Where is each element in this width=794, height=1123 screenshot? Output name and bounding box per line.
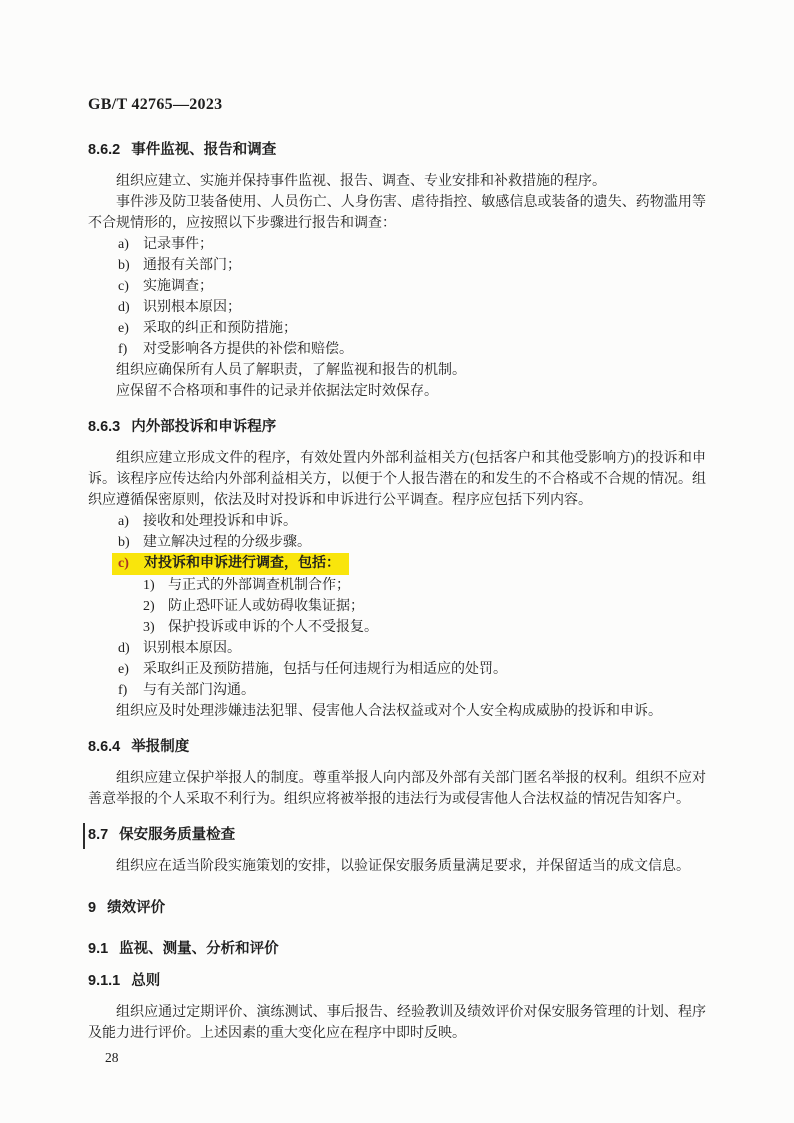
change-bar — [83, 823, 85, 849]
clause-heading-9-1-1 — [88, 971, 706, 991]
clause-title: 保安服务质量检查 — [119, 827, 236, 843]
list-item — [88, 532, 706, 553]
list-item-text: 识别根本原因； — [143, 300, 241, 315]
clause-heading-8-6-2 — [88, 140, 706, 160]
list-item-text: 保护投诉或申诉的个人不受报复。 — [168, 620, 378, 635]
clause-title: 内外部投诉和申诉程序 — [131, 419, 277, 435]
paragraph: 组织应建立、实施并保持事件监视、报告、调查、专业安排和补救措施的程序。 — [116, 174, 606, 189]
clause-title: 绩效评价 — [107, 900, 166, 916]
clause-title: 总则 — [131, 973, 161, 989]
list-item-label: b) — [118, 535, 130, 550]
paragraph: 组织应建立保护举报人的制度。尊重举报人向内部及外部有关部门匿名举报的权利。组织不应对善意举报的个人采取不利行为。组织应将被举报的违法行为或侵害他人合法权益的情况告知客户。 — [88, 771, 706, 807]
list-item-text: 实施调查； — [143, 279, 213, 294]
clause-number: 8.6.3 — [88, 419, 121, 435]
sub-list-item — [88, 596, 706, 617]
list-item — [88, 255, 706, 276]
list-item-label: d) — [118, 641, 130, 656]
list-item-label: a) — [118, 237, 129, 252]
list-item-label: f) — [118, 342, 128, 357]
paragraph: 组织应确保所有人员了解职责，了解监视和报告的机制。 — [116, 363, 466, 378]
list-item-text: 与正式的外部调查机制合作； — [168, 578, 350, 593]
list-item-label: b) — [118, 258, 130, 273]
standard-number: GB/T 42765—2023 — [88, 96, 223, 113]
list-item-label: 3) — [143, 620, 155, 635]
list-item — [88, 339, 706, 360]
list-item — [88, 511, 706, 532]
paragraph: 组织应建立形成文件的程序，有效处置内外部利益相关方(包括客户和其他受影响方)的投诉和申诉。该程序应传达给内外部利益相关方，以便于个人报告潜在的和发生的不合格或不合规的情况。组织应遵循保密原则，依法及时对投诉和申诉进行公平调查。程序应包括下列内容。 — [88, 451, 706, 508]
sub-list-item — [88, 575, 706, 596]
list-item-text: 采取的纠正和预防措施； — [143, 321, 297, 336]
clause-heading-8-6-3 — [88, 417, 706, 437]
list-item — [88, 638, 706, 659]
list-item-text: 接收和处理投诉和申诉。 — [143, 514, 297, 529]
clause-title: 监视、测量、分析和评价 — [119, 941, 279, 957]
clause-heading-9 — [88, 898, 706, 918]
list-item — [88, 276, 706, 297]
list-item-label: c) — [118, 279, 129, 294]
list-item-text: 记录事件； — [143, 237, 213, 252]
clause-number: 9.1.1 — [88, 973, 121, 989]
list-item-text: 防止恐吓证人或妨碍收集证据； — [168, 599, 364, 614]
list-item-text: 通报有关部门； — [143, 258, 241, 273]
clause-heading-8-7 — [88, 825, 706, 845]
clause-number: 8.6.4 — [88, 739, 121, 755]
clause-number: 8.7 — [88, 827, 109, 843]
paragraph: 应保留不合格项和事件的记录并依据法定时效保存。 — [116, 384, 438, 399]
list-item — [88, 297, 706, 318]
list-item-text: 对投诉和申诉进行调查，包括： — [144, 556, 340, 571]
clause-number: 9 — [88, 900, 97, 916]
paragraph: 组织应在适当阶段实施策划的安排，以验证保安服务质量满足要求，并保留适当的成文信息。 — [116, 859, 690, 874]
list-item-label: f) — [118, 683, 128, 698]
sub-list-item — [88, 617, 706, 638]
list-item — [88, 318, 706, 339]
paragraph: 组织应及时处理涉嫌违法犯罪、侵害他人合法权益或对个人安全构成威胁的投诉和申诉。 — [116, 704, 662, 719]
list-item-text: 建立解决过程的分级步骤。 — [143, 535, 311, 550]
paragraph: 组织应通过定期评价、演练测试、事后报告、经验教训及绩效评价对保安服务管理的计划、程序及能力进行评价。上述因素的重大变化应在程序中即时反映。 — [88, 1005, 706, 1041]
list-item-label: a) — [118, 514, 129, 529]
list-item-text: 与有关部门沟通。 — [143, 683, 255, 698]
clause-title: 事件监视、报告和调查 — [131, 142, 277, 158]
list-item — [88, 659, 706, 680]
list-item-text: 采取纠正及预防措施，包括与任何违规行为相适应的处罚。 — [143, 662, 507, 677]
list-item-label: e) — [118, 662, 129, 677]
list-item-label: 1) — [143, 578, 155, 593]
paragraph: 事件涉及防卫装备使用、人员伤亡、人身伤害、虐待指控、敏感信息或装备的遗失、药物滥用等不合规情形的，应按照以下步骤进行报告和调查： — [88, 195, 706, 231]
list-item — [88, 680, 706, 701]
list-item-text: 识别根本原因。 — [143, 641, 241, 656]
list-item-highlighted — [88, 553, 706, 575]
list-item-label: 2) — [143, 599, 155, 614]
clause-number: 8.6.2 — [88, 142, 121, 158]
clause-heading-8-6-4 — [88, 737, 706, 757]
list-item — [88, 234, 706, 255]
clause-title: 举报制度 — [131, 739, 190, 755]
highlight-marker — [112, 553, 349, 575]
clause-heading-9-1 — [88, 939, 706, 959]
list-item-label: e) — [118, 321, 129, 336]
list-item-label: c) — [118, 556, 129, 571]
list-item-label: d) — [118, 300, 130, 315]
page-number: 28 — [105, 1050, 119, 1065]
clause-number: 9.1 — [88, 941, 109, 957]
list-item-text: 对受影响各方提供的补偿和赔偿。 — [143, 342, 353, 357]
